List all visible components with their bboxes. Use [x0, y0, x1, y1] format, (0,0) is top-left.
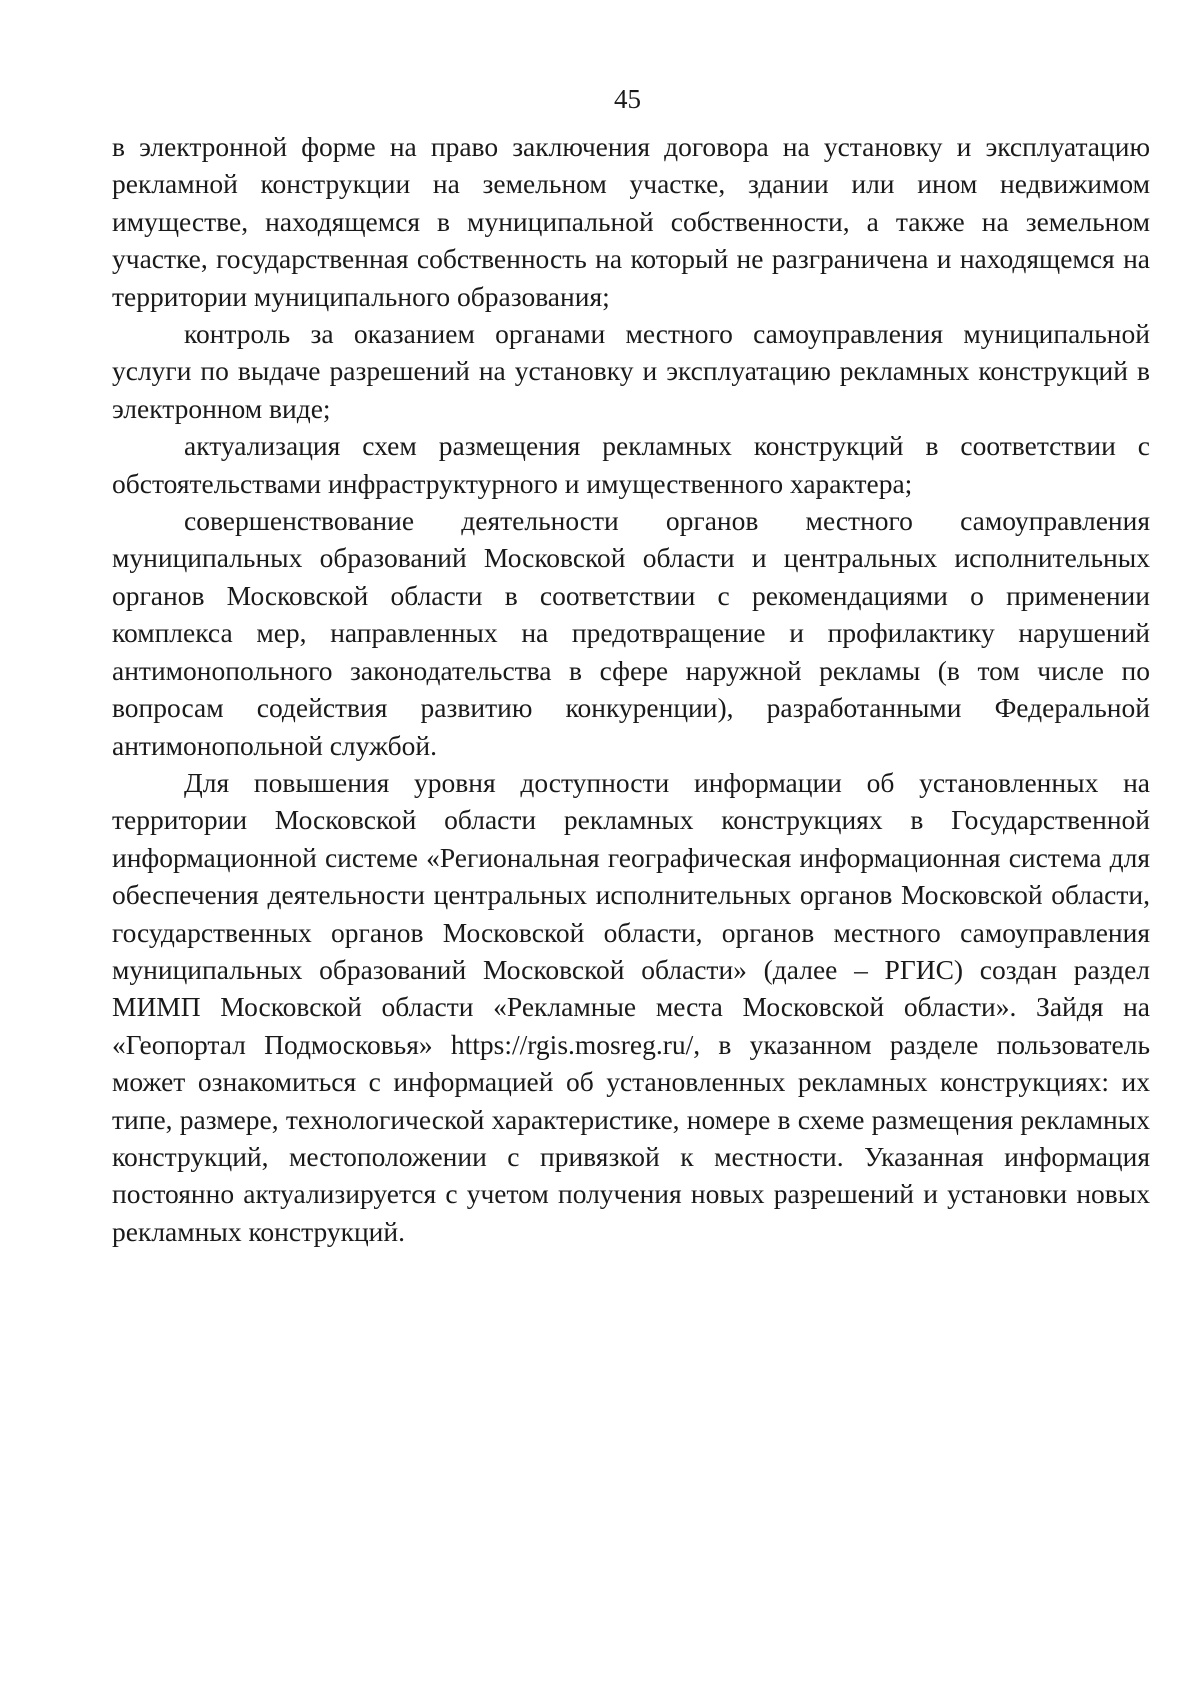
- paragraph-schemes-update: актуализация схем размещения рекламных конструкций в соответствии с обстоятельствами инфраструктурного и имущественного характера;: [112, 430, 1150, 499]
- paragraph-improvement: совершенствование деятельности органов местного самоуправления муниципальных образований Московской области и центральных исполнительных органов Московской области в соответствии с рекомендациями о применении комплекса мер, направленных на предотвращение и профилактику нарушений антимонопольного законодательства в сфере наружной рекламы (в том числе по вопросам содействия развитию конкуренции), разработанными Федеральной антимонопольной службой.: [112, 505, 1150, 761]
- paragraph-control-services: контроль за оказанием органами местного самоуправления муниципальной услуги по выдаче разрешений на установку и эксплуатацию рекламных конструкций в электронном виде;: [112, 318, 1150, 424]
- paragraph-continuation: в электронной форме на право заключения договора на установку и эксплуатацию рекламной конструкции на земельном участке, здании или ином недвижимом имуществе, находящемся в муниципальной собственности, а также на земельном участке, государственная собственность на который не разграничена и находящемся на территории муниципального образования;: [112, 131, 1150, 312]
- page-number: 45: [614, 84, 641, 114]
- body-text: [112, 128, 1150, 1250]
- paragraph-rgis-info: Для повышения уровня доступности информации об установленных на территории Московской области рекламных конструкциях в Государственной информационной системе «Региональная географическая информационная система для обеспечения деятельности центральных исполнительных органов Московской области, государственных органов Московской области, органов местного самоуправления муниципальных образований Московской области» (далее – РГИС) создан раздел МИМП Московской области «Рекламные места Московской области». Зайдя на «Геопортал Подмосковья» https://rgis.mosreg.ru/, в указанном разделе пользователь может ознакомиться с информацией об установленных рекламных конструкциях: их типе, размере, технологической характеристике, номере в схеме размещения рекламных конструкций, местоположении с привязкой к местности. Указанная информация постоянно актуализируется с учетом получения новых разрешений и установки новых рекламных конструкций.: [112, 766, 1150, 1247]
